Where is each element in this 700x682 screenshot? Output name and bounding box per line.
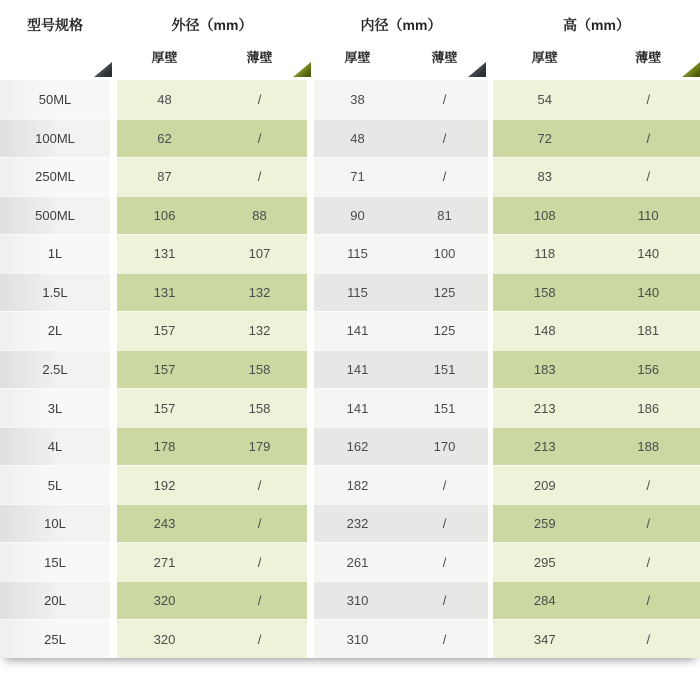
- group-header-height: 高（mm）: [563, 17, 630, 33]
- cell-id-thick-wall: 90: [314, 196, 401, 235]
- cell-height-thick-wall: 209: [493, 465, 597, 504]
- cell-od-thin-wall: /: [212, 504, 307, 543]
- cell-id-thick-wall: 141: [314, 350, 401, 389]
- subheader-id-thick-wall: 厚壁: [344, 49, 371, 65]
- cell-id-thin-wall: 100: [401, 234, 488, 273]
- cell-id-thin-wall: 170: [401, 427, 488, 466]
- cell-height-thick-wall: 118: [493, 234, 597, 273]
- cell-id-thin-wall: /: [401, 542, 488, 581]
- table-row: [0, 427, 700, 466]
- cell-od-thin-wall: /: [212, 157, 307, 196]
- cell-model: 1L: [0, 234, 110, 273]
- cell-od-thick-wall: 320: [117, 619, 212, 658]
- table-row: [0, 80, 700, 119]
- cell-id-thick-wall: 182: [314, 465, 401, 504]
- cell-model: 1.5L: [0, 273, 110, 312]
- subheader-id-thin-wall: 薄壁: [431, 49, 458, 65]
- cell-height-thick-wall: 158: [493, 273, 597, 312]
- cell-od-thin-wall: 132: [212, 273, 307, 312]
- table-row: [0, 388, 700, 427]
- corner-triangle-icon: [94, 62, 112, 77]
- cell-model: 3L: [0, 388, 110, 427]
- cell-height-thin-wall: /: [597, 465, 700, 504]
- cell-id-thin-wall: /: [401, 119, 488, 158]
- cell-id-thin-wall: /: [401, 581, 488, 620]
- subheader-height-thin-wall: 薄壁: [635, 49, 662, 65]
- cell-od-thin-wall: /: [212, 465, 307, 504]
- cell-height-thick-wall: 213: [493, 427, 597, 466]
- cell-id-thin-wall: 151: [401, 388, 488, 427]
- table-row: [0, 581, 700, 620]
- cell-height-thin-wall: 140: [597, 273, 700, 312]
- table-body: [0, 80, 700, 658]
- cell-od-thick-wall: 271: [117, 542, 212, 581]
- cell-height-thick-wall: 259: [493, 504, 597, 543]
- group-header-inner-diameter: 内径（mm）: [360, 17, 442, 33]
- table-row: [0, 311, 700, 350]
- table-row: [0, 542, 700, 581]
- cell-id-thin-wall: 151: [401, 350, 488, 389]
- cell-model: 20L: [0, 581, 110, 620]
- cell-od-thick-wall: 178: [117, 427, 212, 466]
- cell-id-thick-wall: 141: [314, 311, 401, 350]
- group-header-outer-diameter: 外径（mm）: [171, 17, 253, 33]
- cell-height-thin-wall: /: [597, 157, 700, 196]
- table-row: [0, 465, 700, 504]
- cell-id-thin-wall: /: [401, 80, 488, 119]
- cell-height-thin-wall: 181: [597, 311, 700, 350]
- cell-height-thick-wall: 183: [493, 350, 597, 389]
- table-row: [0, 619, 700, 658]
- cell-height-thick-wall: 148: [493, 311, 597, 350]
- cell-od-thick-wall: 87: [117, 157, 212, 196]
- cell-height-thin-wall: /: [597, 80, 700, 119]
- cell-od-thin-wall: /: [212, 80, 307, 119]
- cell-height-thick-wall: 347: [493, 619, 597, 658]
- cell-height-thick-wall: 108: [493, 196, 597, 235]
- cell-id-thin-wall: 81: [401, 196, 488, 235]
- cell-model: 50ML: [0, 80, 110, 119]
- cell-id-thick-wall: 141: [314, 388, 401, 427]
- model-column-header: 型号规格: [27, 17, 83, 33]
- cell-height-thin-wall: 188: [597, 427, 700, 466]
- cell-od-thin-wall: 88: [212, 196, 307, 235]
- cell-od-thick-wall: 131: [117, 234, 212, 273]
- cell-od-thick-wall: 131: [117, 273, 212, 312]
- cell-height-thin-wall: /: [597, 619, 700, 658]
- cell-od-thin-wall: 158: [212, 350, 307, 389]
- table-row: [0, 119, 700, 158]
- cell-model: 4L: [0, 427, 110, 466]
- cell-model: 15L: [0, 542, 110, 581]
- cell-od-thick-wall: 157: [117, 311, 212, 350]
- cell-height-thin-wall: 140: [597, 234, 700, 273]
- cell-height-thick-wall: 284: [493, 581, 597, 620]
- cell-od-thin-wall: /: [212, 581, 307, 620]
- cell-height-thin-wall: 110: [597, 196, 700, 235]
- cell-od-thick-wall: 320: [117, 581, 212, 620]
- table-row: [0, 196, 700, 235]
- table-row: [0, 273, 700, 312]
- cell-od-thin-wall: /: [212, 119, 307, 158]
- cell-od-thin-wall: 107: [212, 234, 307, 273]
- cell-od-thick-wall: 243: [117, 504, 212, 543]
- cell-od-thick-wall: 157: [117, 350, 212, 389]
- cell-height-thick-wall: 72: [493, 119, 597, 158]
- cell-od-thick-wall: 192: [117, 465, 212, 504]
- cell-od-thin-wall: /: [212, 542, 307, 581]
- cell-id-thin-wall: 125: [401, 273, 488, 312]
- cell-model: 5L: [0, 465, 110, 504]
- cell-model: 100ML: [0, 119, 110, 158]
- table-header: [0, 0, 700, 80]
- cell-id-thick-wall: 232: [314, 504, 401, 543]
- cell-id-thin-wall: /: [401, 504, 488, 543]
- cell-id-thick-wall: 38: [314, 80, 401, 119]
- cell-model: 500ML: [0, 196, 110, 235]
- subheader-od-thick-wall: 厚壁: [151, 49, 178, 65]
- subheader-od-thin-wall: 薄壁: [246, 49, 273, 65]
- cell-id-thick-wall: 48: [314, 119, 401, 158]
- cell-model: 10L: [0, 504, 110, 543]
- table-row: [0, 234, 700, 273]
- cell-height-thin-wall: 156: [597, 350, 700, 389]
- cell-id-thin-wall: 125: [401, 311, 488, 350]
- cell-id-thin-wall: /: [401, 619, 488, 658]
- cell-model: 25L: [0, 619, 110, 658]
- cell-id-thick-wall: 115: [314, 234, 401, 273]
- cell-od-thick-wall: 62: [117, 119, 212, 158]
- cell-model: 250ML: [0, 157, 110, 196]
- cell-height-thick-wall: 54: [493, 80, 597, 119]
- cell-id-thick-wall: 310: [314, 581, 401, 620]
- cell-id-thick-wall: 71: [314, 157, 401, 196]
- cell-od-thick-wall: 106: [117, 196, 212, 235]
- cell-od-thin-wall: 158: [212, 388, 307, 427]
- cell-od-thick-wall: 48: [117, 80, 212, 119]
- cell-model: 2.5L: [0, 350, 110, 389]
- cell-height-thick-wall: 83: [493, 157, 597, 196]
- cell-id-thick-wall: 261: [314, 542, 401, 581]
- cell-id-thin-wall: /: [401, 465, 488, 504]
- table-row: [0, 350, 700, 389]
- cell-id-thin-wall: /: [401, 157, 488, 196]
- cell-height-thick-wall: 295: [493, 542, 597, 581]
- cell-od-thin-wall: /: [212, 619, 307, 658]
- cell-height-thick-wall: 213: [493, 388, 597, 427]
- cell-id-thick-wall: 310: [314, 619, 401, 658]
- cell-od-thin-wall: 132: [212, 311, 307, 350]
- cell-id-thick-wall: 162: [314, 427, 401, 466]
- cell-height-thin-wall: /: [597, 504, 700, 543]
- cell-od-thin-wall: 179: [212, 427, 307, 466]
- table-row: [0, 504, 700, 543]
- subheader-height-thick-wall: 厚壁: [531, 49, 558, 65]
- cell-height-thin-wall: /: [597, 581, 700, 620]
- cell-id-thick-wall: 115: [314, 273, 401, 312]
- cell-height-thin-wall: /: [597, 542, 700, 581]
- table-row: [0, 157, 700, 196]
- cell-height-thin-wall: 186: [597, 388, 700, 427]
- cell-height-thin-wall: /: [597, 119, 700, 158]
- cell-od-thick-wall: 157: [117, 388, 212, 427]
- cell-model: 2L: [0, 311, 110, 350]
